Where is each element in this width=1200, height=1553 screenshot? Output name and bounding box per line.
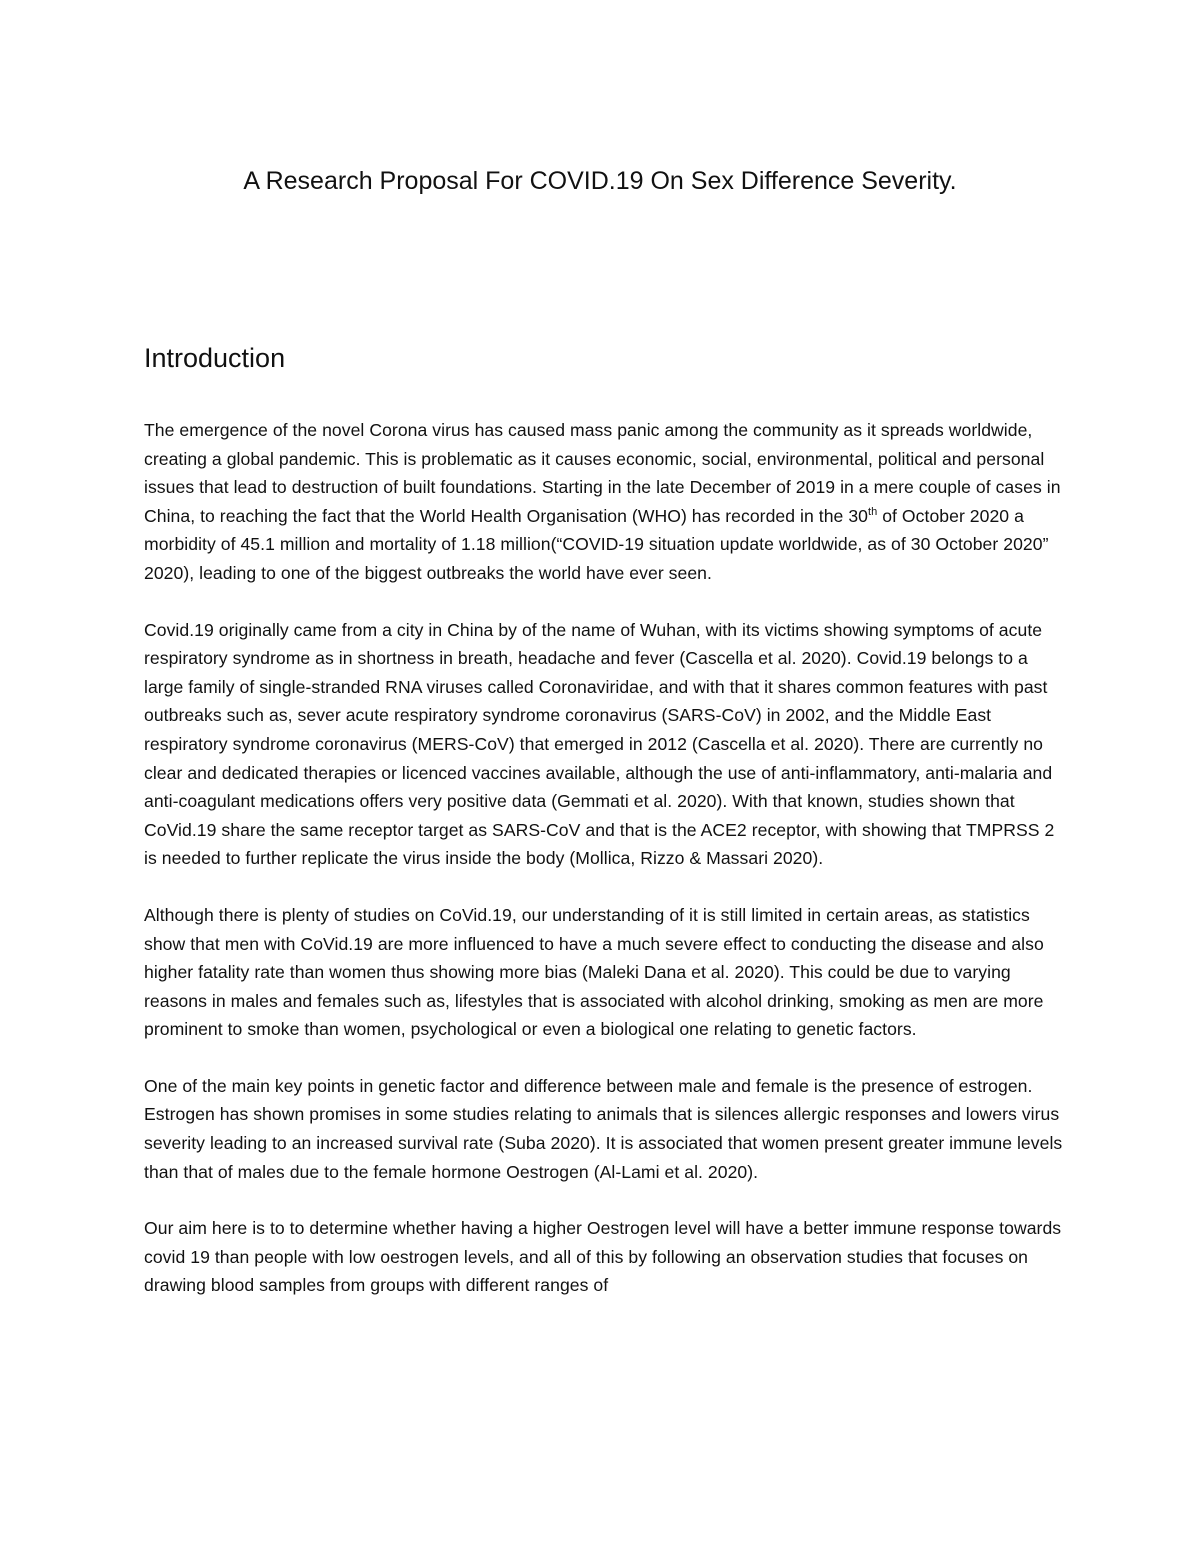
document-body: [144, 416, 1064, 1328]
document-title: A Research Proposal For COVID.19 On Sex Difference Severity.: [243, 167, 957, 195]
paragraph-1: [144, 416, 1064, 588]
paragraph-3: Although there is plenty of studies on CoVid.19, our understanding of it is still limited in certain areas, as statistics show that men with CoVid.19 are more influenced to have a much severe effect to conducting the disease and also higher fatality rate than women thus showing more bias (Maleki Dana et al. 2020). This could be due to varying reasons in males and females such as, lifestyles that is associated with alcohol drinking, smoking as men are more prominent to smoke than women, psychological or even a biological one relating to genetic factors.: [144, 904, 1044, 1040]
paragraph-4: One of the main key points in genetic factor and difference between male and female is the presence of estrogen. Estrogen has shown promises in some studies relating to animals that is silences allergic responses and lowers virus severity leading to an increased survival rate (Suba 2020). It is associated that women present greater immune levels than that of males due to the female hormone Oestrogen (Al-Lami et al. 2020).: [144, 1075, 1063, 1182]
ordinal-superscript: th: [868, 505, 878, 518]
paragraph-1-text-b: of October 2020 a morbidity of 45.1 million and mortality of 1.18 million(“COVID-19 situation update worldwide, as of 30 October 2020” 2020), leading to one of the biggest outbreaks the world have ever seen.: [144, 505, 1049, 583]
paragraph-5: Our aim here is to to determine whether having a higher Oestrogen level will have a better immune response towards covid 19 than people with low oestrogen levels, and all of this by following an observation studies that focuses on drawing blood samples from groups with different ranges of: [144, 1218, 1062, 1296]
paragraph-2: Covid.19 originally came from a city in China by of the name of Wuhan, with its victims showing symptoms of acute respiratory syndrome as in shortness in breath, headache and fever (Cascella et al. 2020). Covid.19 belongs to a large family of single-stranded RNA viruses called Coronaviridae, and with that it shares common features with past outbreaks such as, sever acute respiratory syndrome coronavirus (SARS-CoV) in 2002, and the Middle East respiratory syndrome coronavirus (MERS-CoV) that emerged in 2012 (Cascella et al. 2020). There are currently no clear and dedicated therapies or licenced vaccines available, although the use of anti-inflammatory, anti-malaria and anti-coagulant medications offers very positive data (Gemmati et al. 2020). With that known, studies shown that CoVid.19 share the same receptor target as SARS-CoV and that is the ACE2 receptor, with showing that TMPRSS 2 is needed to further replicate the virus inside the body (Mollica, Rizzo & Massari 2020).: [144, 619, 1055, 869]
section-heading-introduction: Introduction: [144, 343, 286, 373]
paragraph-1-text-a: The emergence of the novel Corona virus has caused mass panic among the community as it spreads worldwide, creating a global pandemic. This is problematic as it causes economic, social, environmental, political and personal issues that lead to destruction of built foundations. Starting in the late December of 2019 in a mere couple of cases in China, to reaching the fact that the World Health Organisation (WHO) has recorded in the 30: [144, 420, 1061, 526]
